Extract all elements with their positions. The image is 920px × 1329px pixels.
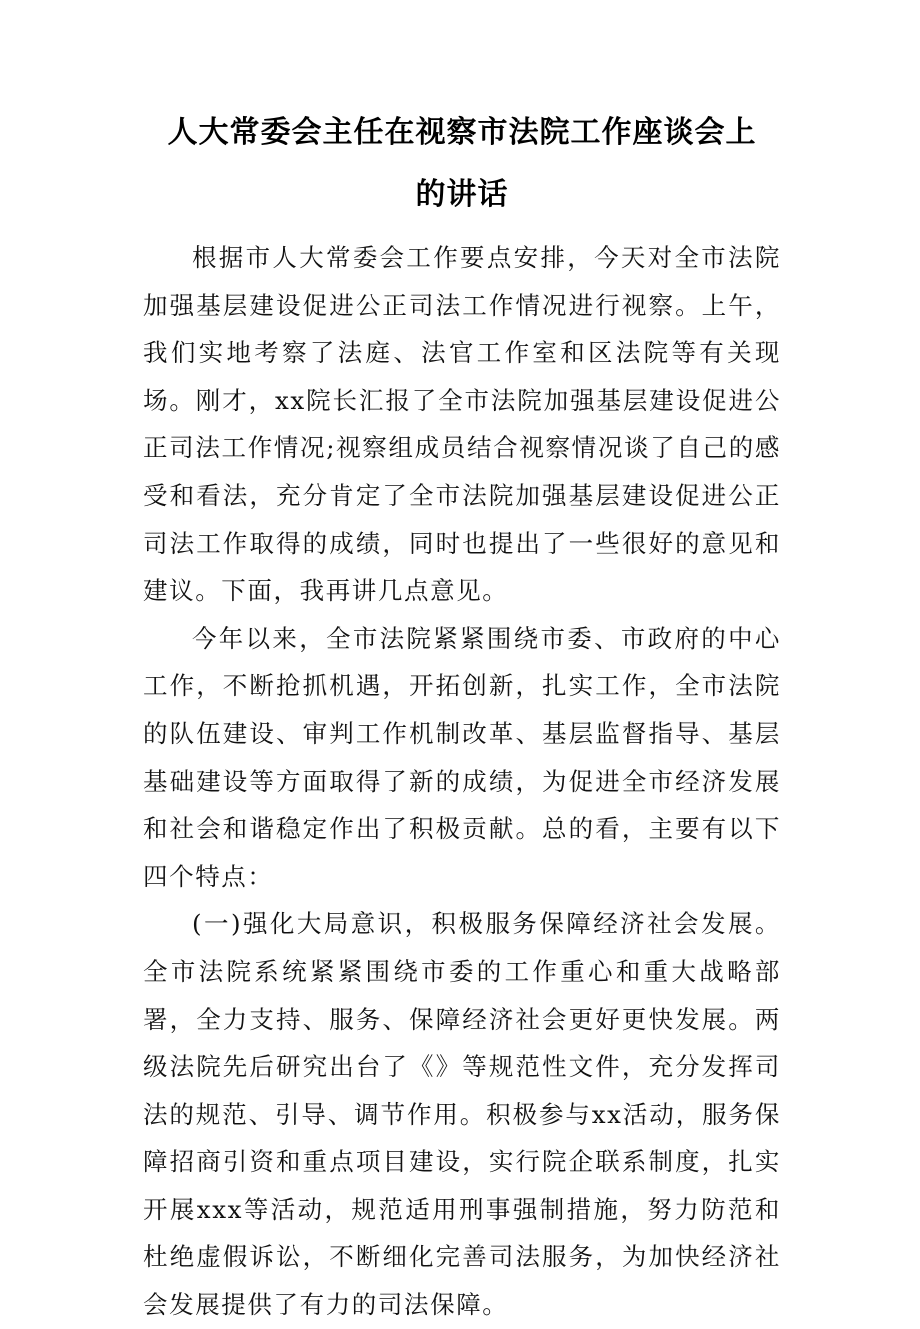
paragraph-1: 根据市人大常委会工作要点安排，今天对全市法院加强基层建设促进公正司法工作情况进行视察。上午，我们实地考察了法庭、法官工作室和区法院等有关现场。刚才，xx院长汇报了全市法院加强基层建设促进公正司法工作情况;视察组成员结合视察情况谈了自己的感受和看法，充分肯定了全市法院加强基层建设促进公正司法工作取得的成绩，同时也提出了一些很好的意见和建议。下面，我再讲几点意见。 — [143, 243, 781, 606]
paragraph-2: 今年以来，全市法院紧紧围绕市委、市政府的中心工作，不断抢抓机遇，开拓创新，扎实工作，全市法院的队伍建设、审判工作机制改革、基层监督指导、基层基础建设等方面取得了新的成绩，为促进全市经济发展和社会和谐稳定作出了积极贡献。总的看，主要有以下四个特点： — [143, 623, 781, 891]
document-title-line-1: 人大常委会主任在视察市法院工作座谈会上 — [167, 115, 757, 150]
document-body — [143, 234, 781, 1329]
document-title-line-2: 的讲话 — [415, 177, 509, 212]
paragraph-3: (一)强化大局意识，积极服务保障经济社会发展。全市法院系统紧紧围绕市委的工作重心和重大战略部署，全力支持、服务、保障经济社会更好更快发展。两级法院先后研究出台了《》等规范性文件，充分发挥司法的规范、引导、调节作用。积极参与xx活动，服务保障招商引资和重点项目建设，实行院企联系制度，扎实开展xxx等活动，规范适用刑事强制措施，努力防范和杜绝虚假诉讼，不断细化完善司法服务，为加快经济社会发展提供了有力的司法保障。 — [143, 909, 781, 1320]
